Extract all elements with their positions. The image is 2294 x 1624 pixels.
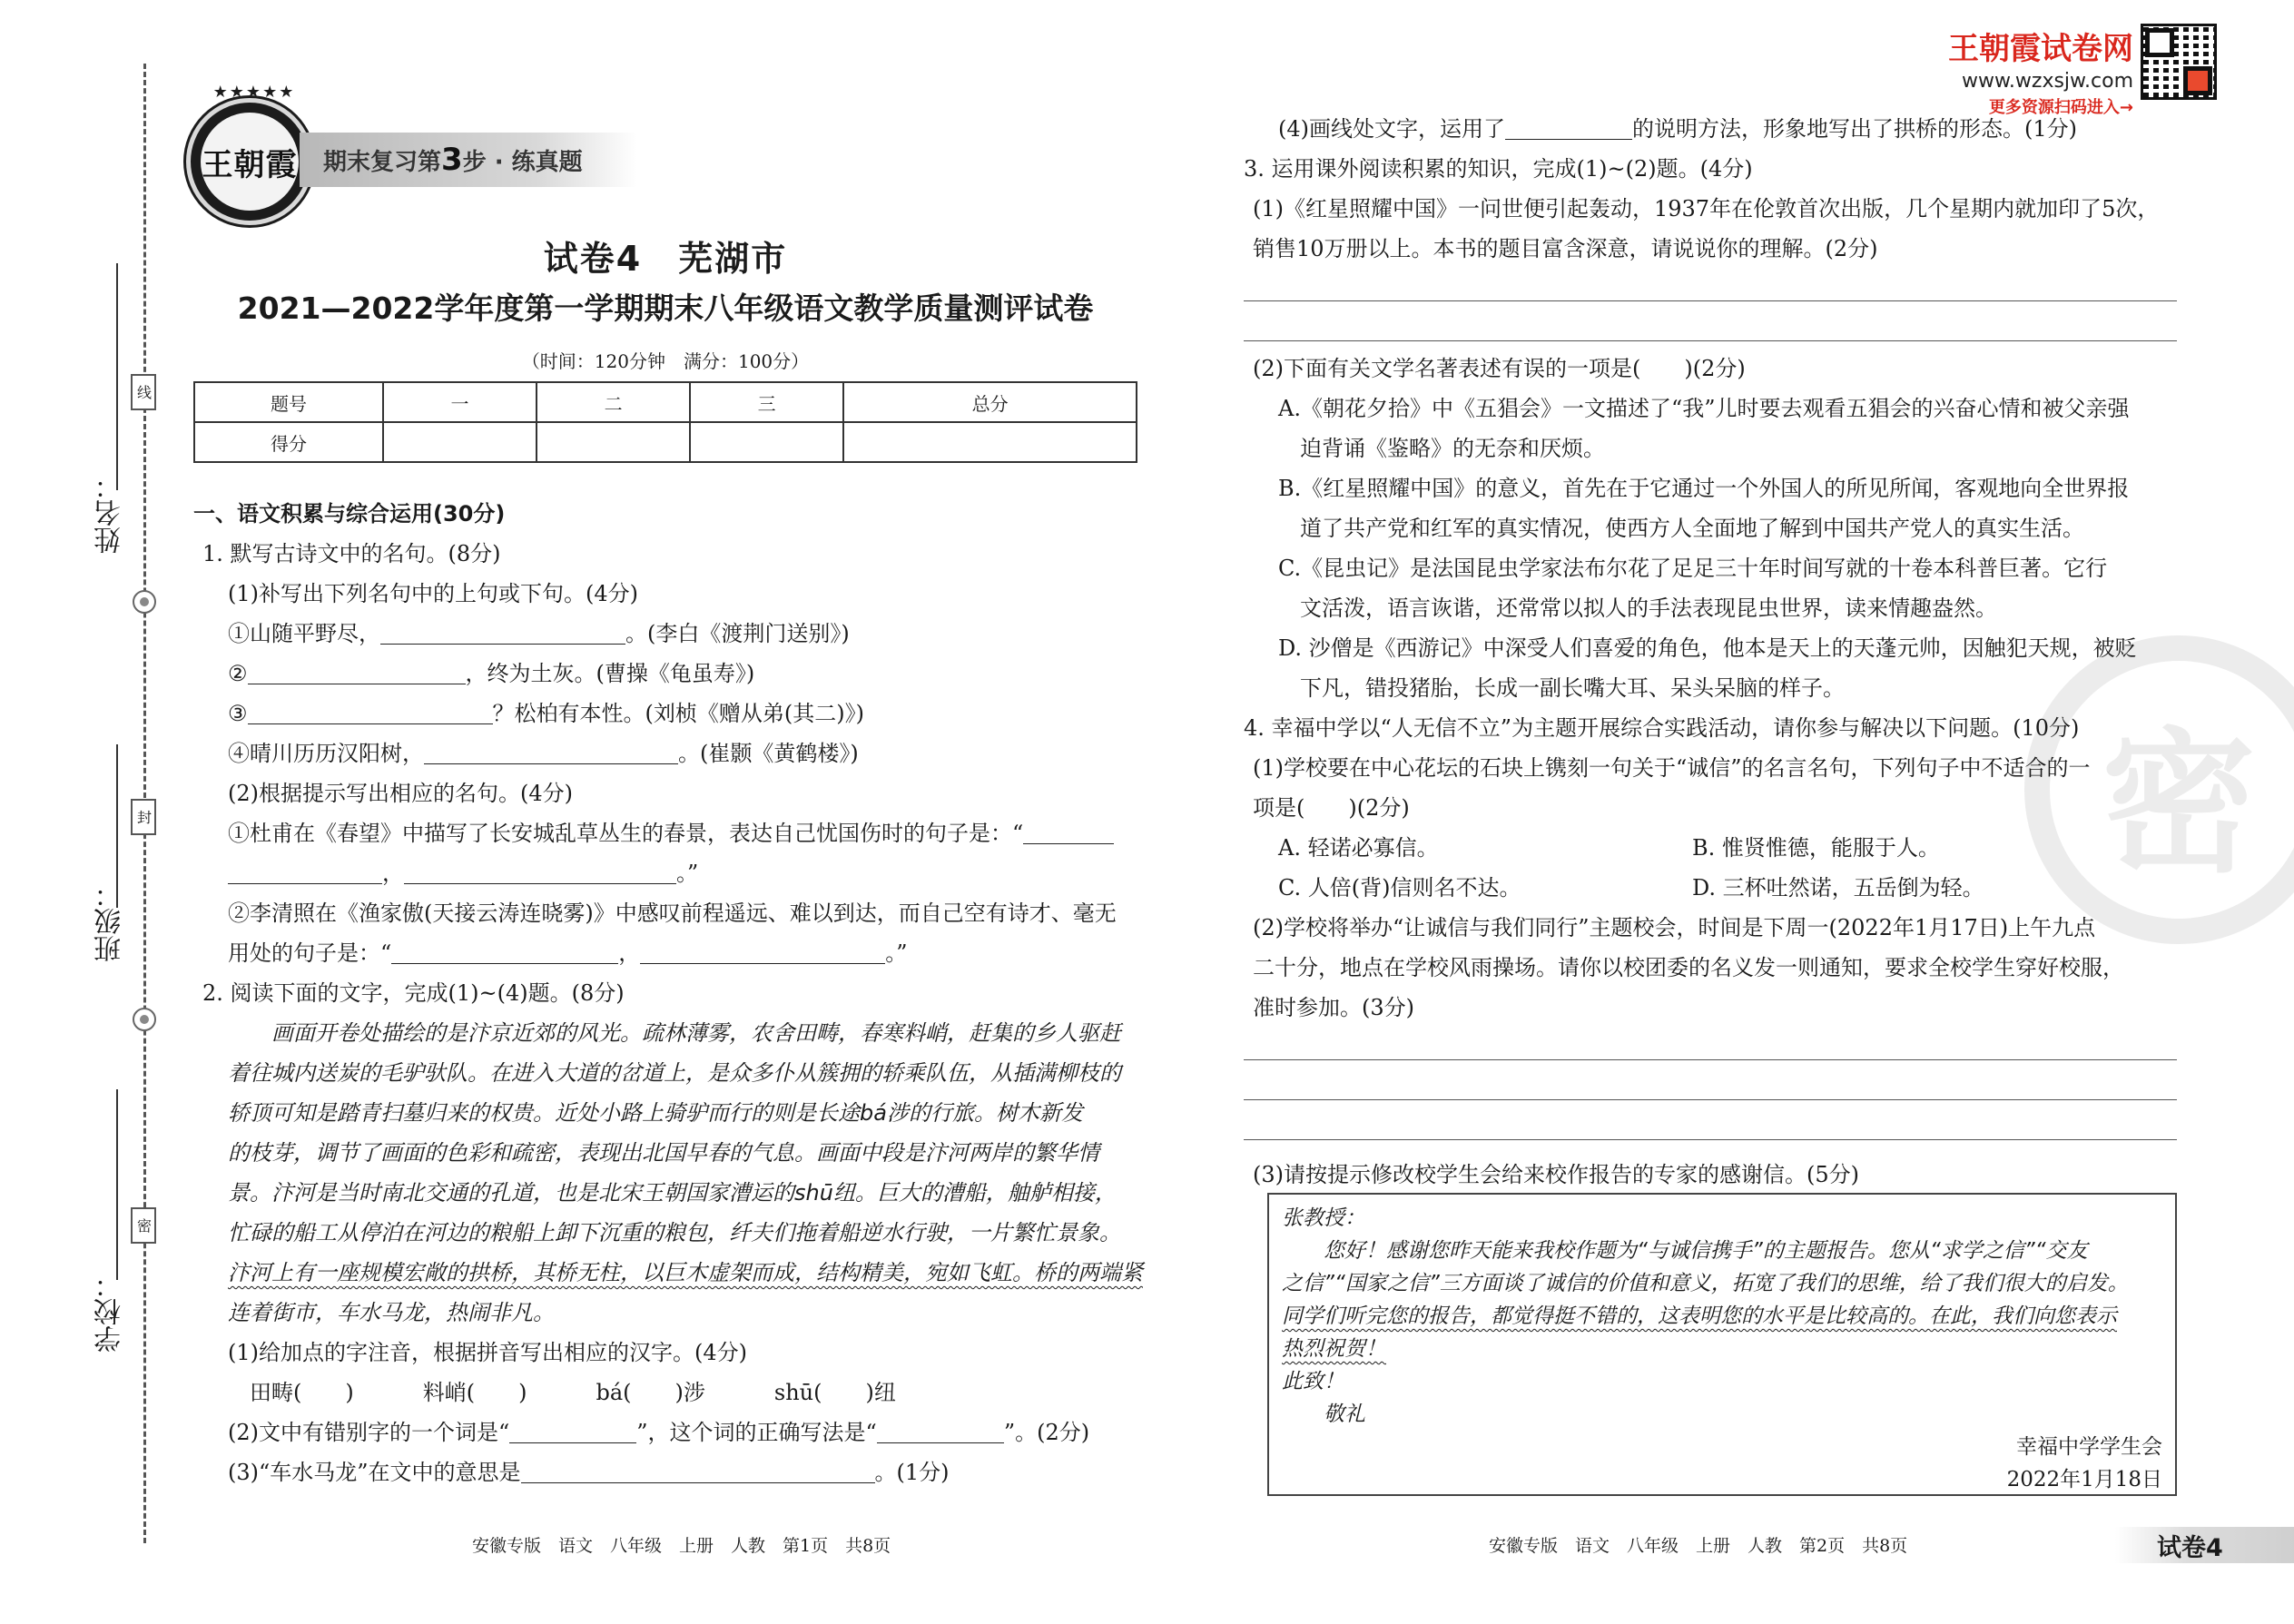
table-header-cell: 题号 (194, 382, 383, 422)
site-name: 王朝霞试卷网 (1948, 31, 2133, 67)
section-heading: 一、语文积累与综合运用(30分) (193, 501, 506, 527)
poem-prompt-1: ①杜甫在《春望》中描写了长安城乱草丛生的春景，表达自己忧国伤时的句子是：“ (193, 813, 1137, 853)
answer-blank[interactable] (404, 857, 676, 884)
option-a: A. 轻诺必寡信。 (1278, 835, 1439, 861)
qr-code-icon[interactable] (2141, 24, 2217, 100)
question-4-1-cont: 项是( )(2分) (1253, 795, 1410, 821)
passage-line: 着往城内送炭的毛驴驮队。在进入大道的岔道上，是众多仆从簇拥的轿乘队伍，从插满柳枝的 (228, 1060, 1121, 1086)
poem-line-1: ①山随平野尽， 。(李白《渡荆门送别》) (193, 614, 1137, 654)
letter-body-line: 您好！感谢您昨天能来我校作题为“与诚信携手”的主题报告。您从“求学之信”“交友 (1282, 1239, 2088, 1263)
question-2: 2. 阅读下面的文字，完成(1)~(4)题。(8分) (202, 980, 625, 1006)
option-c: C.《昆虫记》是法国昆虫学家法布尔花了足足三十年时间写就的十卷本科普巨著。它行 (1278, 556, 2108, 581)
question-3: 3. 运用课外阅读积累的知识，完成(1)~(2)题。(4分) (1244, 156, 1753, 182)
question-2-1: (1)给加点的字注音，根据拼音写出相应的汉字。(4分) (228, 1340, 747, 1365)
option-d: D. 三杯吐然诺，五岳倒为轻。 (1692, 875, 1984, 901)
passage-line-underlined: 汴河上有一座规模宏敞的拱桥，其桥无柱，以巨木虚架而成，结构精美，宛如飞虹。桥的两端紧 (228, 1260, 1143, 1285)
site-tip: 更多资源扫码进入→ (1988, 98, 2133, 117)
question-1-2: (2)根据提示写出相应的名句。(4分) (228, 781, 573, 806)
answer-line[interactable] (1244, 1028, 2177, 1068)
answer-blank[interactable] (380, 617, 625, 645)
cut-mark-feng: 封 (131, 799, 156, 835)
answer-line[interactable] (1244, 1107, 2177, 1147)
passage-line: 忙碌的船工从停泊在河边的粮船上卸下沉重的粮包，纤夫们拖着船逆水行驶，一片繁忙景象。 (228, 1220, 1121, 1245)
option-row (1244, 828, 2177, 868)
pinyin-item[interactable]: bá( )涉 (596, 1380, 705, 1405)
pinyin-item[interactable]: shū( )纽 (773, 1380, 896, 1405)
logo-text: 王朝霞 (202, 146, 298, 183)
passage-line: 画面开卷处描绘的是汴京近郊的风光。疏林薄雾，农舍田畴，春寒料峭，赶集的乡人驱赶 (228, 1020, 1121, 1046)
poem-prompt-2-cont: 用处的句子是：“ ， 。” (193, 933, 1137, 973)
school-blank-line (116, 1089, 118, 1280)
answer-blank[interactable] (521, 1456, 875, 1483)
paper-number-tag: 试卷4 (2115, 1527, 2294, 1563)
table-header-cell: 二 (537, 382, 690, 422)
question-3-1: (1)《红星照耀中国》一问世便引起轰动，1937年在伦敦首次出版，几个星期内就加印了5次， (1253, 196, 2160, 221)
poem-prompt-1-cont: ， 。” (193, 853, 1137, 893)
right-column (1244, 109, 2177, 1195)
option-d-cont: 下凡，错投猪胎，长成一副长嘴大耳、呆头呆脑的样子。 (1278, 675, 1845, 701)
option-d: D. 沙僧是《西游记》中深受人们喜爱的角色，他本是天上的天蓬元帅，因触犯天规，被贬 (1278, 635, 2137, 661)
paper-title: 试卷4 芜湖市 (543, 239, 788, 279)
question-4-2: (2)学校将举办“让诚信与我们同行”主题校会，时间是下周一(2022年1月17日)上午九点 (1253, 915, 2096, 940)
letter-date: 2022年1月18日 (2006, 1468, 2162, 1491)
answer-blank[interactable] (248, 657, 466, 684)
school-label: 学校： (94, 1271, 126, 1353)
option-b: B. 惟贤惟德，能服于人。 (1692, 835, 1940, 861)
question-4-2-cont: 二十分，地点在学校风雨操场。请你以校团委的名义发一则通知，要求全校学生穿好校服， (1253, 955, 2124, 980)
score-table (193, 381, 1137, 463)
option-c-cont: 文活泼，语言诙谐，还常常以拟人的手法表现昆虫世界，读来情趣盎然。 (1278, 595, 1997, 621)
question-4-2-cont: 准时参加。(3分) (1253, 995, 1414, 1020)
passage-line: 连着街市，车水马龙，热闹非凡。 (228, 1300, 555, 1325)
footer-page-2: 安徽专版 语文 八年级 上册 人教 第2页 共8页 (1489, 1536, 1908, 1556)
pinyin-row (193, 1373, 1137, 1412)
thank-you-letter-box (1267, 1193, 2177, 1496)
pinyin-item[interactable]: 料峭( ) (422, 1380, 527, 1405)
answer-blank[interactable] (1023, 817, 1114, 844)
table-header-cell: 总分 (843, 382, 1137, 422)
option-b: B.《红星照耀中国》的意义，首先在于它通过一个外国人的所见所闻，客观地向全世界报 (1278, 476, 2130, 501)
letter-closing: 此致！ (1282, 1370, 1344, 1393)
answer-blank[interactable] (509, 1416, 636, 1443)
logo-stars: ★★★★★ (212, 83, 296, 102)
letter-signature: 幸福中学学生会 (2016, 1435, 2162, 1459)
poem-line-3: ③ ？松柏有本性。(刘桢《赠从弟(其二)》) (193, 694, 1137, 733)
name-blank-line (116, 263, 118, 490)
review-step-banner (300, 133, 637, 187)
answer-line[interactable] (1244, 269, 2177, 309)
score-cell[interactable] (690, 422, 843, 462)
question-2-2: (2)文中有错别字的一个词是“ ”，这个词的正确写法是“ ”。(2分) (193, 1412, 1137, 1452)
letter-body-line: 热烈祝贺！ (1282, 1337, 1386, 1361)
banner-prefix: 期末复习第 (323, 148, 442, 176)
letter-body-line: 同学们听完您的报告，都觉得挺不错的，这表明您的水平是比较高的。在此，我们向您表示 (1282, 1304, 2117, 1328)
score-cell[interactable] (383, 422, 537, 462)
footer-page-1: 安徽专版 语文 八年级 上册 人教 第1页 共8页 (472, 1536, 891, 1556)
score-cell[interactable] (843, 422, 1137, 462)
question-3-2: (2)下面有关文学名著表述有误的一项是( )(2分) (1253, 356, 1746, 381)
poem-line-4: ④晴川历历汉阳树， 。(崔颢《黄鹤楼》) (193, 733, 1137, 773)
option-b-cont: 道了共产党和红军的真实情况，使西方人全面地了解到中国共产党人的真实生活。 (1278, 516, 2084, 541)
question-2-4: (4)画线处文字，运用了 的说明方法，形象地写出了拱桥的形态。(1分) (1244, 109, 2177, 149)
binding-margin (0, 0, 182, 1624)
question-4-3: (3)请按提示修改校学生会给来校作报告的专家的感谢信。(5分) (1253, 1162, 1859, 1187)
site-url[interactable]: www.wzxsjw.com (1961, 70, 2133, 93)
poem-prompt-2: ②李清照在《渔家傲(天接云涛连晓雾)》中感叹前程遥远、难以到达，而自己空有诗才、毫无 (228, 901, 1117, 926)
question-1: 1. 默写古诗文中的名句。(8分) (202, 541, 501, 566)
name-label: 姓名： (94, 472, 126, 554)
answer-blank[interactable] (248, 697, 493, 724)
watermark-seal: 密 (2024, 635, 2294, 944)
answer-blank[interactable] (640, 937, 885, 964)
passage-line: 的枝芽，调节了画面的色彩和疏密，表现出北国早春的气息。画面中段是汴河两岸的繁华情 (228, 1140, 1099, 1166)
table-row (194, 382, 1137, 422)
letter-body-line: 之信”“国家之信”三方面谈了诚信的价值和意义，拓宽了我们的思维，给了我们很大的启发。 (1282, 1272, 2129, 1295)
passage-line: 轿顶可知是踏青扫墓归来的权贵。近处小路上骑驴而行的则是长途bá涉的行旅。树木新发 (228, 1100, 1083, 1126)
question-3-1-cont: 销售10万册以上。本书的题目富含深意，请说说你的理解。(2分) (1253, 236, 1878, 261)
letter-salutation: 张教授： (1282, 1206, 1365, 1230)
banner-suffix: 步 · 练真题 (462, 148, 583, 176)
binding-hole-icon (133, 590, 156, 614)
binding-hole-icon (133, 1008, 156, 1031)
option-row (1244, 868, 2177, 908)
brand-logo (186, 83, 313, 225)
option-a: A.《朝花夕拾》中《五猖会》一文描述了“我”儿时要去观看五猖会的兴奋心情和被父亲强 (1278, 396, 2130, 421)
banner-step-number: 3 (441, 142, 463, 178)
answer-line[interactable] (1244, 309, 2177, 349)
option-c: C. 人倍(背)信则名不达。 (1278, 875, 1521, 901)
letter-closing: 敬礼 (1282, 1403, 1365, 1426)
answer-blank[interactable] (228, 857, 382, 884)
left-column (193, 494, 1143, 1492)
paper-subtitle: 2021—2022学年度第一学期期末八年级语文教学质量测评试卷 (237, 290, 1094, 326)
score-cell[interactable] (537, 422, 690, 462)
pinyin-item[interactable]: 田畴( ) (250, 1380, 354, 1405)
question-4-1: (1)学校要在中心花坛的石块上镌刻一句关于“诚信”的名言名句，下列句子中不适合的一 (1253, 755, 2091, 781)
option-a-cont: 迫背诵《鉴略》的无奈和厌烦。 (1278, 436, 1605, 461)
reading-passage (193, 1013, 1143, 1333)
answer-line[interactable] (1244, 1068, 2177, 1107)
cut-mark-xian: 线 (131, 374, 156, 410)
question-4: 4. 幸福中学以“人无信不立”为主题开展综合实践活动，请你参与解决以下问题。(10分) (1244, 715, 2080, 741)
table-row (194, 422, 1137, 462)
answer-blank[interactable] (391, 937, 618, 964)
question-2-3: (3)“车水马龙”在文中的意思是 。(1分) (193, 1452, 1137, 1492)
table-row-label: 得分 (194, 422, 383, 462)
cut-mark-mi: 密 (131, 1207, 156, 1244)
time-info: （时间：120分钟 满分：100分） (521, 350, 810, 372)
site-brand (1943, 24, 2133, 118)
poem-line-2: ② ，终为土灰。(曹操《龟虽寿》) (193, 654, 1137, 694)
answer-blank[interactable] (424, 737, 678, 764)
answer-blank[interactable] (1505, 113, 1632, 140)
class-label: 班级： (94, 881, 126, 962)
passage-line: 景。汴河是当时南北交通的孔道，也是北宋王朝国家漕运的shū纽。巨大的漕船，舳舻相接， (228, 1180, 1117, 1206)
question-1-1: (1)补写出下列名句中的上句或下句。(4分) (228, 581, 638, 606)
table-header-cell: 三 (690, 382, 843, 422)
header-rule (193, 461, 1137, 463)
answer-blank[interactable] (877, 1416, 1004, 1443)
table-header-cell: 一 (383, 382, 537, 422)
